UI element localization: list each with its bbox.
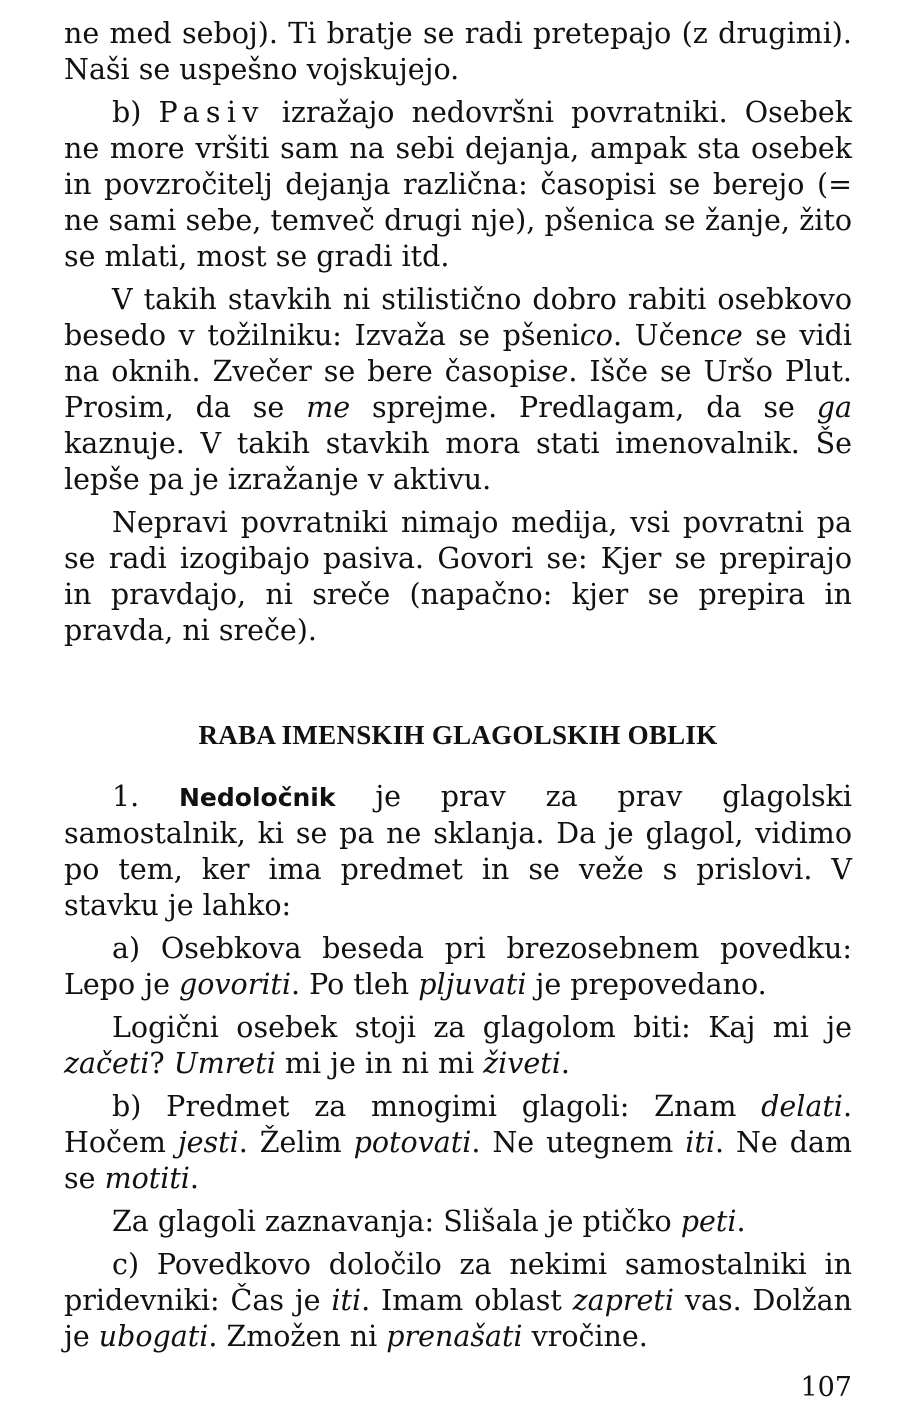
italic-run: začeti <box>64 1047 150 1080</box>
text-run: . Želim <box>238 1126 354 1159</box>
page-number: 107 <box>800 1372 852 1403</box>
text-run: . Hočem <box>64 1090 852 1159</box>
italic-run: živeti <box>483 1047 561 1080</box>
paragraph-false-reflexives-text: Nepravi povratniki nimajo medija, vsi povratni pa se radi izogibajo pasiva. Govori se: Kjer se prepirajo in pravdajo, ni sreče (napačno: kjer se prepira in pravda, ni sreče). <box>64 506 852 647</box>
paragraph-1-text: ne med seboj). Ti bratje se radi pretepajo (z drugimi). Naši se uspešno vojskujejo. <box>64 17 852 86</box>
text-run: . Učen <box>612 319 710 352</box>
text-run: . Ne dam se <box>64 1126 852 1195</box>
text-run: ? <box>149 1047 174 1080</box>
italic-run: pljuvati <box>418 968 527 1001</box>
paragraph-passive <box>64 95 852 275</box>
italic-run: jesti <box>177 1126 239 1159</box>
text-run: V takih stavkih ni stilistično dobro rabiti osebkovo besedo v tožilniku: Izvaža se pšeni <box>64 283 852 352</box>
text-run: . <box>189 1162 199 1195</box>
paragraph-passive-text: izražajo nedovršni povratniki. Osebek ne more vršiti sam na sebi dejanja, ampak sta osebek in povzročitelj dejanja različna: časopisi se berejo (= ne sami sebe, temveč drugi nje), pšenica se žanje, žito se mlati, most se gradi itd. <box>64 96 852 273</box>
italic-run: zapreti <box>572 1284 674 1317</box>
paragraph-false-reflexives <box>64 505 852 649</box>
text-run: a) Osebkova beseda pri brezosebnem povedku: Lepo je <box>64 932 852 1001</box>
italic-run: me <box>306 391 351 424</box>
text-run: . Zmožen ni <box>208 1320 387 1353</box>
text-run: c) Povedkovo določilo za nekimi samostalniki in pridevniki: Čas je <box>64 1248 852 1317</box>
text-run: se vidi na oknih. Zvečer se bere časopi <box>64 319 852 388</box>
italic-run: iti <box>685 1126 715 1159</box>
text-run: mi je in ni mi <box>275 1047 484 1080</box>
section-heading: RABA IMENSKIH GLAGOLSKIH OBLIK <box>198 720 718 750</box>
italic-run: co <box>579 319 613 352</box>
list-number: 1. <box>112 780 140 813</box>
italic-run: delati <box>761 1090 843 1123</box>
text-run: . <box>736 1205 746 1238</box>
text-run: sprejme. Predlagam, da se <box>350 391 817 424</box>
text-run: Za glagoli zaznavanja: Slišala je ptičko <box>112 1205 681 1238</box>
paragraph-1 <box>64 16 852 88</box>
text-run: . Po tleh <box>291 968 419 1001</box>
italic-run: Umreti <box>173 1047 276 1080</box>
list-label: b) <box>112 96 142 129</box>
text-run: . Ne utegnem <box>471 1126 686 1159</box>
italic-run: se <box>536 355 569 388</box>
page-body <box>64 16 852 1355</box>
paragraph-logical-subject <box>64 1010 852 1082</box>
italic-run: ubogati <box>98 1320 209 1353</box>
italic-run: iti <box>331 1284 362 1317</box>
paragraph-c <box>64 1247 852 1355</box>
italic-run: ce <box>709 319 743 352</box>
paragraph-a <box>64 931 852 1003</box>
term-passive: Pasiv <box>158 96 265 129</box>
text-run: kaznuje. V takih stavkih mora stati imenovalnik. Še lepše pa je izražanje v aktivu. <box>64 427 852 496</box>
paragraph-infinitive-text: je prav za prav glagolski samostalnik, ki se pa ne sklanja. Da je glagol, vidimo po tem, ker ima predmet in se veže s prislovi. V stavku je lahko: <box>64 780 852 922</box>
paragraph-style-note <box>64 282 852 498</box>
text-run: . <box>560 1047 570 1080</box>
paragraph-infinitive <box>64 779 852 924</box>
italic-run: potovati <box>353 1126 472 1159</box>
paragraph-perception <box>64 1204 852 1240</box>
text-run: . Išče se Uršo Plut. Prosim, da se <box>64 355 852 424</box>
italic-run: govoriti <box>179 968 291 1001</box>
italic-run: peti <box>680 1205 737 1238</box>
text-run: b) Predmet za mnogimi glagoli: Znam <box>112 1090 762 1123</box>
term-infinitive: Nedoločnik <box>179 783 336 812</box>
italic-run: motiti <box>104 1162 190 1195</box>
italic-run: ga <box>816 391 852 424</box>
text-run: . Imam oblast <box>361 1284 573 1317</box>
paragraph-b <box>64 1089 852 1197</box>
text-run: je prepovedano. <box>526 968 767 1001</box>
text-run: Logični osebek stoji za glagolom biti: Kaj mi je <box>112 1011 852 1044</box>
text-run: vas. Dolžan je <box>64 1284 852 1353</box>
text-run: vročine. <box>522 1320 648 1353</box>
italic-run: prenašati <box>386 1320 523 1353</box>
